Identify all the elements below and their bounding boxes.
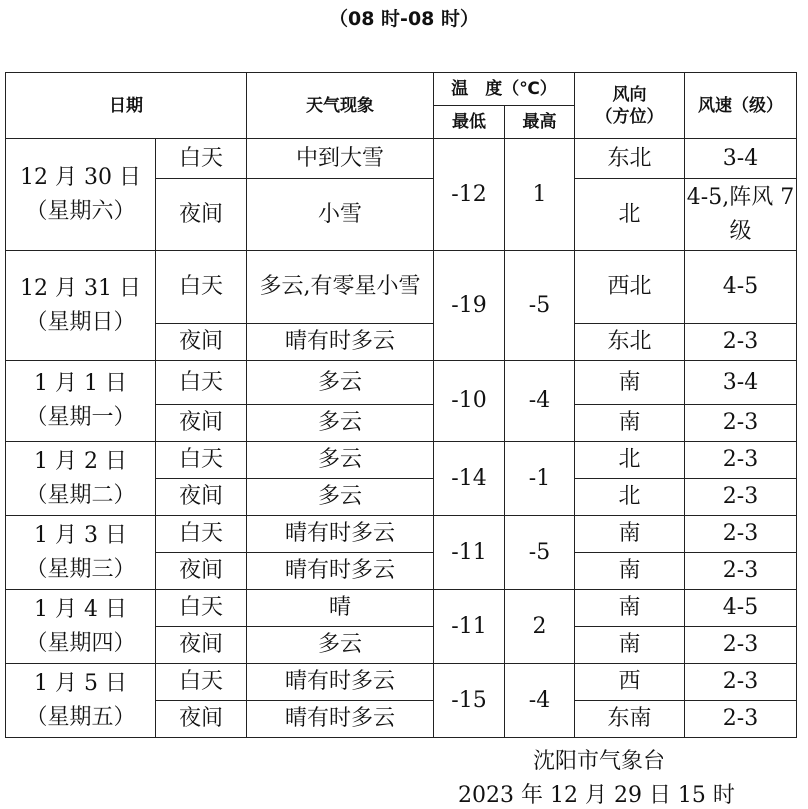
header-weather: 天气现象 xyxy=(247,73,434,139)
weekday-label: （星期四） xyxy=(25,630,136,656)
header-wind-direction-unit: （方位） xyxy=(595,106,664,127)
wind-speed-cell: 3-4 xyxy=(685,361,797,405)
date-cell xyxy=(6,361,156,442)
temp-max-cell: -5 xyxy=(505,516,575,590)
period-label: 白天 xyxy=(156,516,247,553)
temp-max-cell: -5 xyxy=(505,251,575,361)
wind-direction-cell: 南 xyxy=(575,516,685,553)
weekday-label: （星期日） xyxy=(25,309,136,335)
table-row xyxy=(6,590,797,627)
weekday-label: （星期三） xyxy=(25,556,136,582)
weather-cell: 多云 xyxy=(247,361,434,405)
period-label: 夜间 xyxy=(156,627,247,664)
wind-direction-cell: 南 xyxy=(575,405,685,442)
weather-cell: 晴有时多云 xyxy=(247,701,434,738)
temp-min-cell: -11 xyxy=(434,516,505,590)
header-temperature: 温 度（℃） xyxy=(434,73,575,106)
wind-direction-cell: 东北 xyxy=(575,139,685,179)
period-label: 夜间 xyxy=(156,405,247,442)
period-label: 夜间 xyxy=(156,179,247,251)
temp-min-cell: -10 xyxy=(434,361,505,442)
wind-direction-cell: 南 xyxy=(575,590,685,627)
issuer-label: 沈阳市气象台 xyxy=(533,749,666,774)
header-date: 日期 xyxy=(6,73,247,139)
wind-speed-cell: 4-5,阵风 7 级 xyxy=(685,179,797,251)
header-temp-min: 最低 xyxy=(434,106,505,139)
wind-direction-cell: 东北 xyxy=(575,324,685,361)
temp-max-cell: -1 xyxy=(505,442,575,516)
wind-direction-cell: 西 xyxy=(575,664,685,701)
period-label: 白天 xyxy=(156,139,247,179)
period-label: 白天 xyxy=(156,442,247,479)
weather-cell: 多云 xyxy=(247,479,434,516)
date-label: 12 月 30 日 xyxy=(20,164,141,190)
date-cell xyxy=(6,139,156,251)
weather-cell: 晴 xyxy=(247,590,434,627)
wind-direction-cell: 北 xyxy=(575,179,685,251)
date-cell xyxy=(6,664,156,738)
table-row xyxy=(6,664,797,701)
weather-cell: 晴有时多云 xyxy=(247,553,434,590)
temp-min-cell: -14 xyxy=(434,442,505,516)
date-label: 1 月 4 日 xyxy=(34,596,127,622)
issue-time-label: 2023 年 12 月 29 日 15 时 xyxy=(458,783,735,808)
temp-min-cell: -15 xyxy=(434,664,505,738)
wind-speed-cell: 2-3 xyxy=(685,516,797,553)
weather-cell: 晴有时多云 xyxy=(247,516,434,553)
wind-direction-cell: 东南 xyxy=(575,701,685,738)
wind-speed-cell: 4-5 xyxy=(685,251,797,324)
date-label: 1 月 3 日 xyxy=(34,522,127,548)
weather-cell: 晴有时多云 xyxy=(247,664,434,701)
header-wind-direction-label: 风向 xyxy=(612,84,647,105)
header-wind-speed: 风速（级） xyxy=(685,73,797,139)
header-wind-direction xyxy=(575,73,685,139)
wind-speed-cell: 4-5 xyxy=(685,590,797,627)
wind-direction-cell: 南 xyxy=(575,553,685,590)
wind-direction-cell: 北 xyxy=(575,479,685,516)
weather-cell: 晴有时多云 xyxy=(247,324,434,361)
table-row xyxy=(6,251,797,324)
period-label: 白天 xyxy=(156,251,247,324)
weather-cell: 多云 xyxy=(247,442,434,479)
weather-cell: 小雪 xyxy=(247,179,434,251)
period-label: 夜间 xyxy=(156,479,247,516)
wind-direction-cell: 南 xyxy=(575,361,685,405)
temp-max-cell: 1 xyxy=(505,139,575,251)
date-label: 1 月 5 日 xyxy=(34,670,127,696)
table-row xyxy=(6,361,797,405)
period-label: 夜间 xyxy=(156,324,247,361)
temp-min-cell: -12 xyxy=(434,139,505,251)
wind-speed-cell: 2-3 xyxy=(685,664,797,701)
table-row xyxy=(6,139,797,179)
weekday-label: （星期五） xyxy=(25,704,136,730)
temp-min-cell: -19 xyxy=(434,251,505,361)
wind-speed-cell: 2-3 xyxy=(685,442,797,479)
period-label: 白天 xyxy=(156,590,247,627)
weather-cell: 中到大雪 xyxy=(247,139,434,179)
forecast-table xyxy=(5,72,797,738)
date-cell xyxy=(6,590,156,664)
forecast-period-subtitle: （08 时-08 时） xyxy=(329,8,479,30)
period-label: 白天 xyxy=(156,361,247,405)
weekday-label: （星期六） xyxy=(25,198,136,224)
period-label: 白天 xyxy=(156,664,247,701)
wind-speed-cell: 2-3 xyxy=(685,405,797,442)
header-temp-max: 最高 xyxy=(505,106,575,139)
temp-max-cell: -4 xyxy=(505,664,575,738)
period-label: 夜间 xyxy=(156,553,247,590)
wind-speed-cell: 3-4 xyxy=(685,139,797,179)
temp-max-cell: 2 xyxy=(505,590,575,664)
wind-direction-cell: 西北 xyxy=(575,251,685,324)
wind-speed-cell: 2-3 xyxy=(685,324,797,361)
weather-cell: 多云,有零星小雪 xyxy=(247,251,434,324)
weekday-label: （星期二） xyxy=(25,482,136,508)
wind-speed-cell: 2-3 xyxy=(685,553,797,590)
wind-direction-cell: 北 xyxy=(575,442,685,479)
table-row xyxy=(6,442,797,479)
table-row xyxy=(6,516,797,553)
temp-max-cell: -4 xyxy=(505,361,575,442)
date-label: 1 月 2 日 xyxy=(34,448,127,474)
weather-cell: 多云 xyxy=(247,627,434,664)
temp-min-cell: -11 xyxy=(434,590,505,664)
wind-speed-cell: 2-3 xyxy=(685,701,797,738)
wind-speed-cell: 2-3 xyxy=(685,627,797,664)
wind-speed-cell: 2-3 xyxy=(685,479,797,516)
date-label: 12 月 31 日 xyxy=(20,275,141,301)
wind-direction-cell: 南 xyxy=(575,627,685,664)
weather-cell: 多云 xyxy=(247,405,434,442)
date-cell xyxy=(6,251,156,361)
date-cell xyxy=(6,442,156,516)
date-cell xyxy=(6,516,156,590)
weekday-label: （星期一） xyxy=(25,405,136,430)
period-label: 夜间 xyxy=(156,701,247,738)
date-label: 1 月 1 日 xyxy=(34,371,127,396)
